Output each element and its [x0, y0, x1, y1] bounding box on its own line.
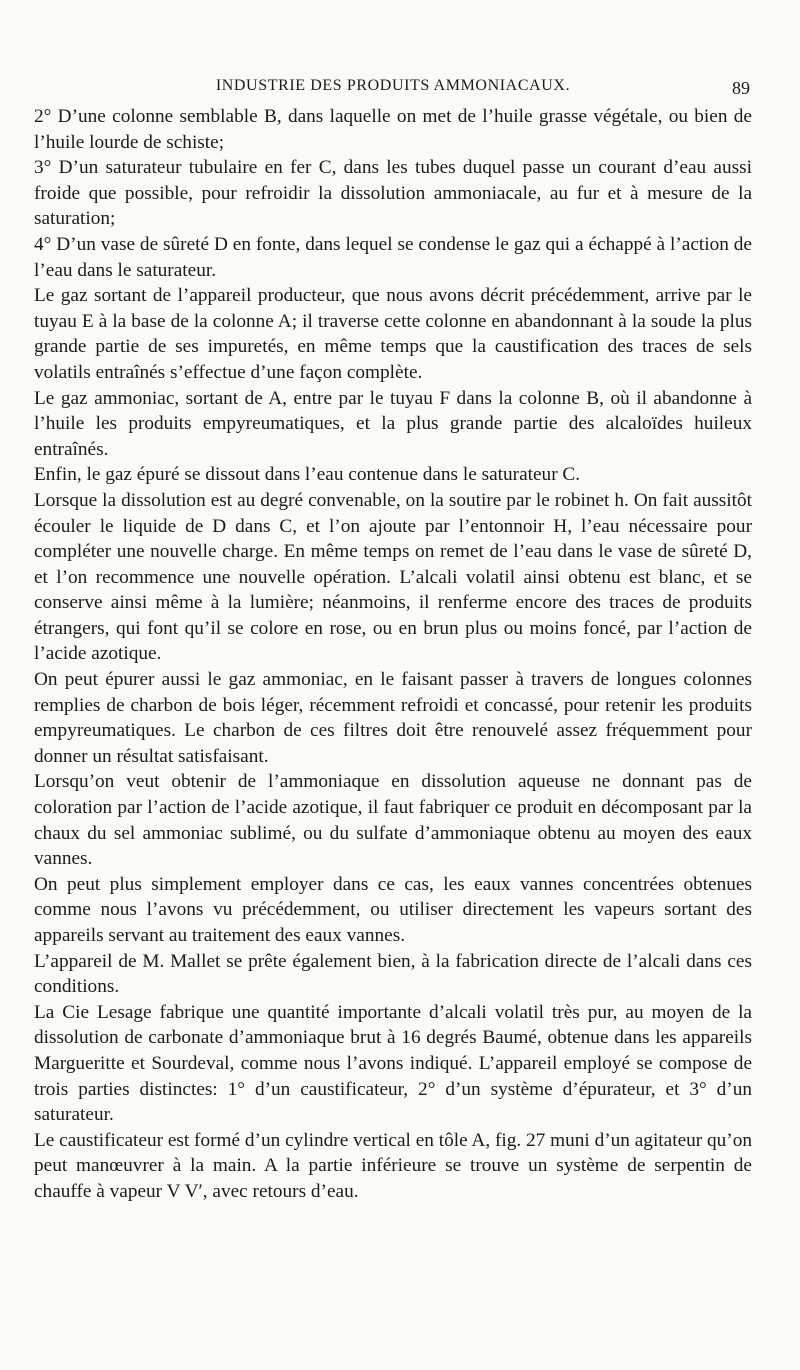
paragraph: Enfin, le gaz épuré se dissout dans l’eau contenue dans le saturateur C. — [34, 464, 581, 486]
body-text — [34, 104, 752, 1205]
paragraph: 3° D’un saturateur tubulaire en fer C, dans les tubes duquel passe un courant d’eau aussi froide que possible, pour refroidir la dissolution ammoniacale, au fur et à mesure de la saturation; — [34, 157, 752, 230]
paragraph: La Cie Lesage fabrique une quantité importante d’alcali volatil très pur, au moyen de la dissolution de carbonate d’ammoniaque brut à 16 degrés Baumé, obtenue dans les appareils Margueritte et Sourdeval, comme nous l’avons indiqué. L’appareil employé se compose de trois parties distinctes: 1° d’un caustificateur, 2° d’un système d’épurateur, et 3° d’un saturateur. — [34, 1001, 752, 1126]
paragraph: On peut épurer aussi le gaz ammoniac, en le faisant passer à travers de longues colonnes remplies de charbon de bois léger, récemment refroidi et concassé, pour retenir les produits empyreumatiques. Le charbon de ces filtres doit être renouvelé assez fréquemment pour donner un résultat satisfaisant. — [34, 669, 752, 767]
paragraph: Lorsque la dissolution est au degré convenable, on la soutire par le robinet h. On fait aussitôt écouler le liquide de D dans C, et l’on ajoute par l’entonnoir H, l’eau nécessaire pour compléter une nouvelle charge. En même temps on remet de l’eau dans le vase de sûreté D, et l’on recommence une nouvelle opération. L’alcali volatil ainsi obtenu est blanc, et se conserve ainsi même à la lumière; néanmoins, il renferme encore des traces de produits étrangers, qui font qu’il se colore en rose, ou en brun plus ou moins foncé, par l’action de l’acide azotique. — [34, 489, 752, 665]
page-number: 89 — [732, 78, 750, 98]
running-title: INDUSTRIE DES PRODUITS AMMONIACAUX. — [215, 77, 571, 94]
paragraph: Le gaz sortant de l’appareil producteur, que nous avons décrit précédemment, arrive par le tuyau E à la base de la colonne A; il traverse cette colonne en abandonnant à la soude la plus grande partie de ses impuretés, en même temps que la caustification des traces de sels volatils entraînés s’effectue d’une façon complète. — [34, 285, 752, 383]
page-header — [34, 74, 752, 104]
paragraph: 2° D’une colonne semblable B, dans laquelle on met de l’huile grasse végétale, ou bien de l’huile lourde de schiste; — [34, 106, 752, 153]
paragraph: Le caustificateur est formé d’un cylindre vertical en tôle A, fig. 27 muni d’un agitateur qu’on peut manœuvrer à la main. A la partie inférieure se trouve un système de serpentin de chauffe à vapeur V V′, avec retours d’eau. — [34, 1129, 752, 1202]
paragraph: On peut plus simplement employer dans ce cas, les eaux vannes concentrées obtenues comme nous l’avons vu précédemment, ou utiliser directement les vapeurs sortant des appareils servant au traitement des eaux vannes. — [34, 873, 752, 946]
paragraph: Le gaz ammoniac, sortant de A, entre par le tuyau F dans la colonne B, où il abandonne à l’huile les produits empyreumatiques, et la plus grande partie des alcaloïdes huileux entraînés. — [34, 387, 752, 460]
paragraph: 4° D’un vase de sûreté D en fonte, dans lequel se condense le gaz qui a échappé à l’action de l’eau dans le saturateur. — [34, 233, 752, 281]
paragraph: L’appareil de M. Mallet se prête également bien, à la fabrication directe de l’alcali dans ces conditions. — [34, 950, 752, 998]
paragraph: Lorsqu’on veut obtenir de l’ammoniaque en dissolution aqueuse ne donnant pas de coloration par l’action de l’acide azotique, il faut fabriquer ce produit en décomposant par la chaux du sel ammoniac sublimé, ou du sulfate d’ammoniaque obtenu au moyen des eaux vannes. — [34, 771, 752, 870]
